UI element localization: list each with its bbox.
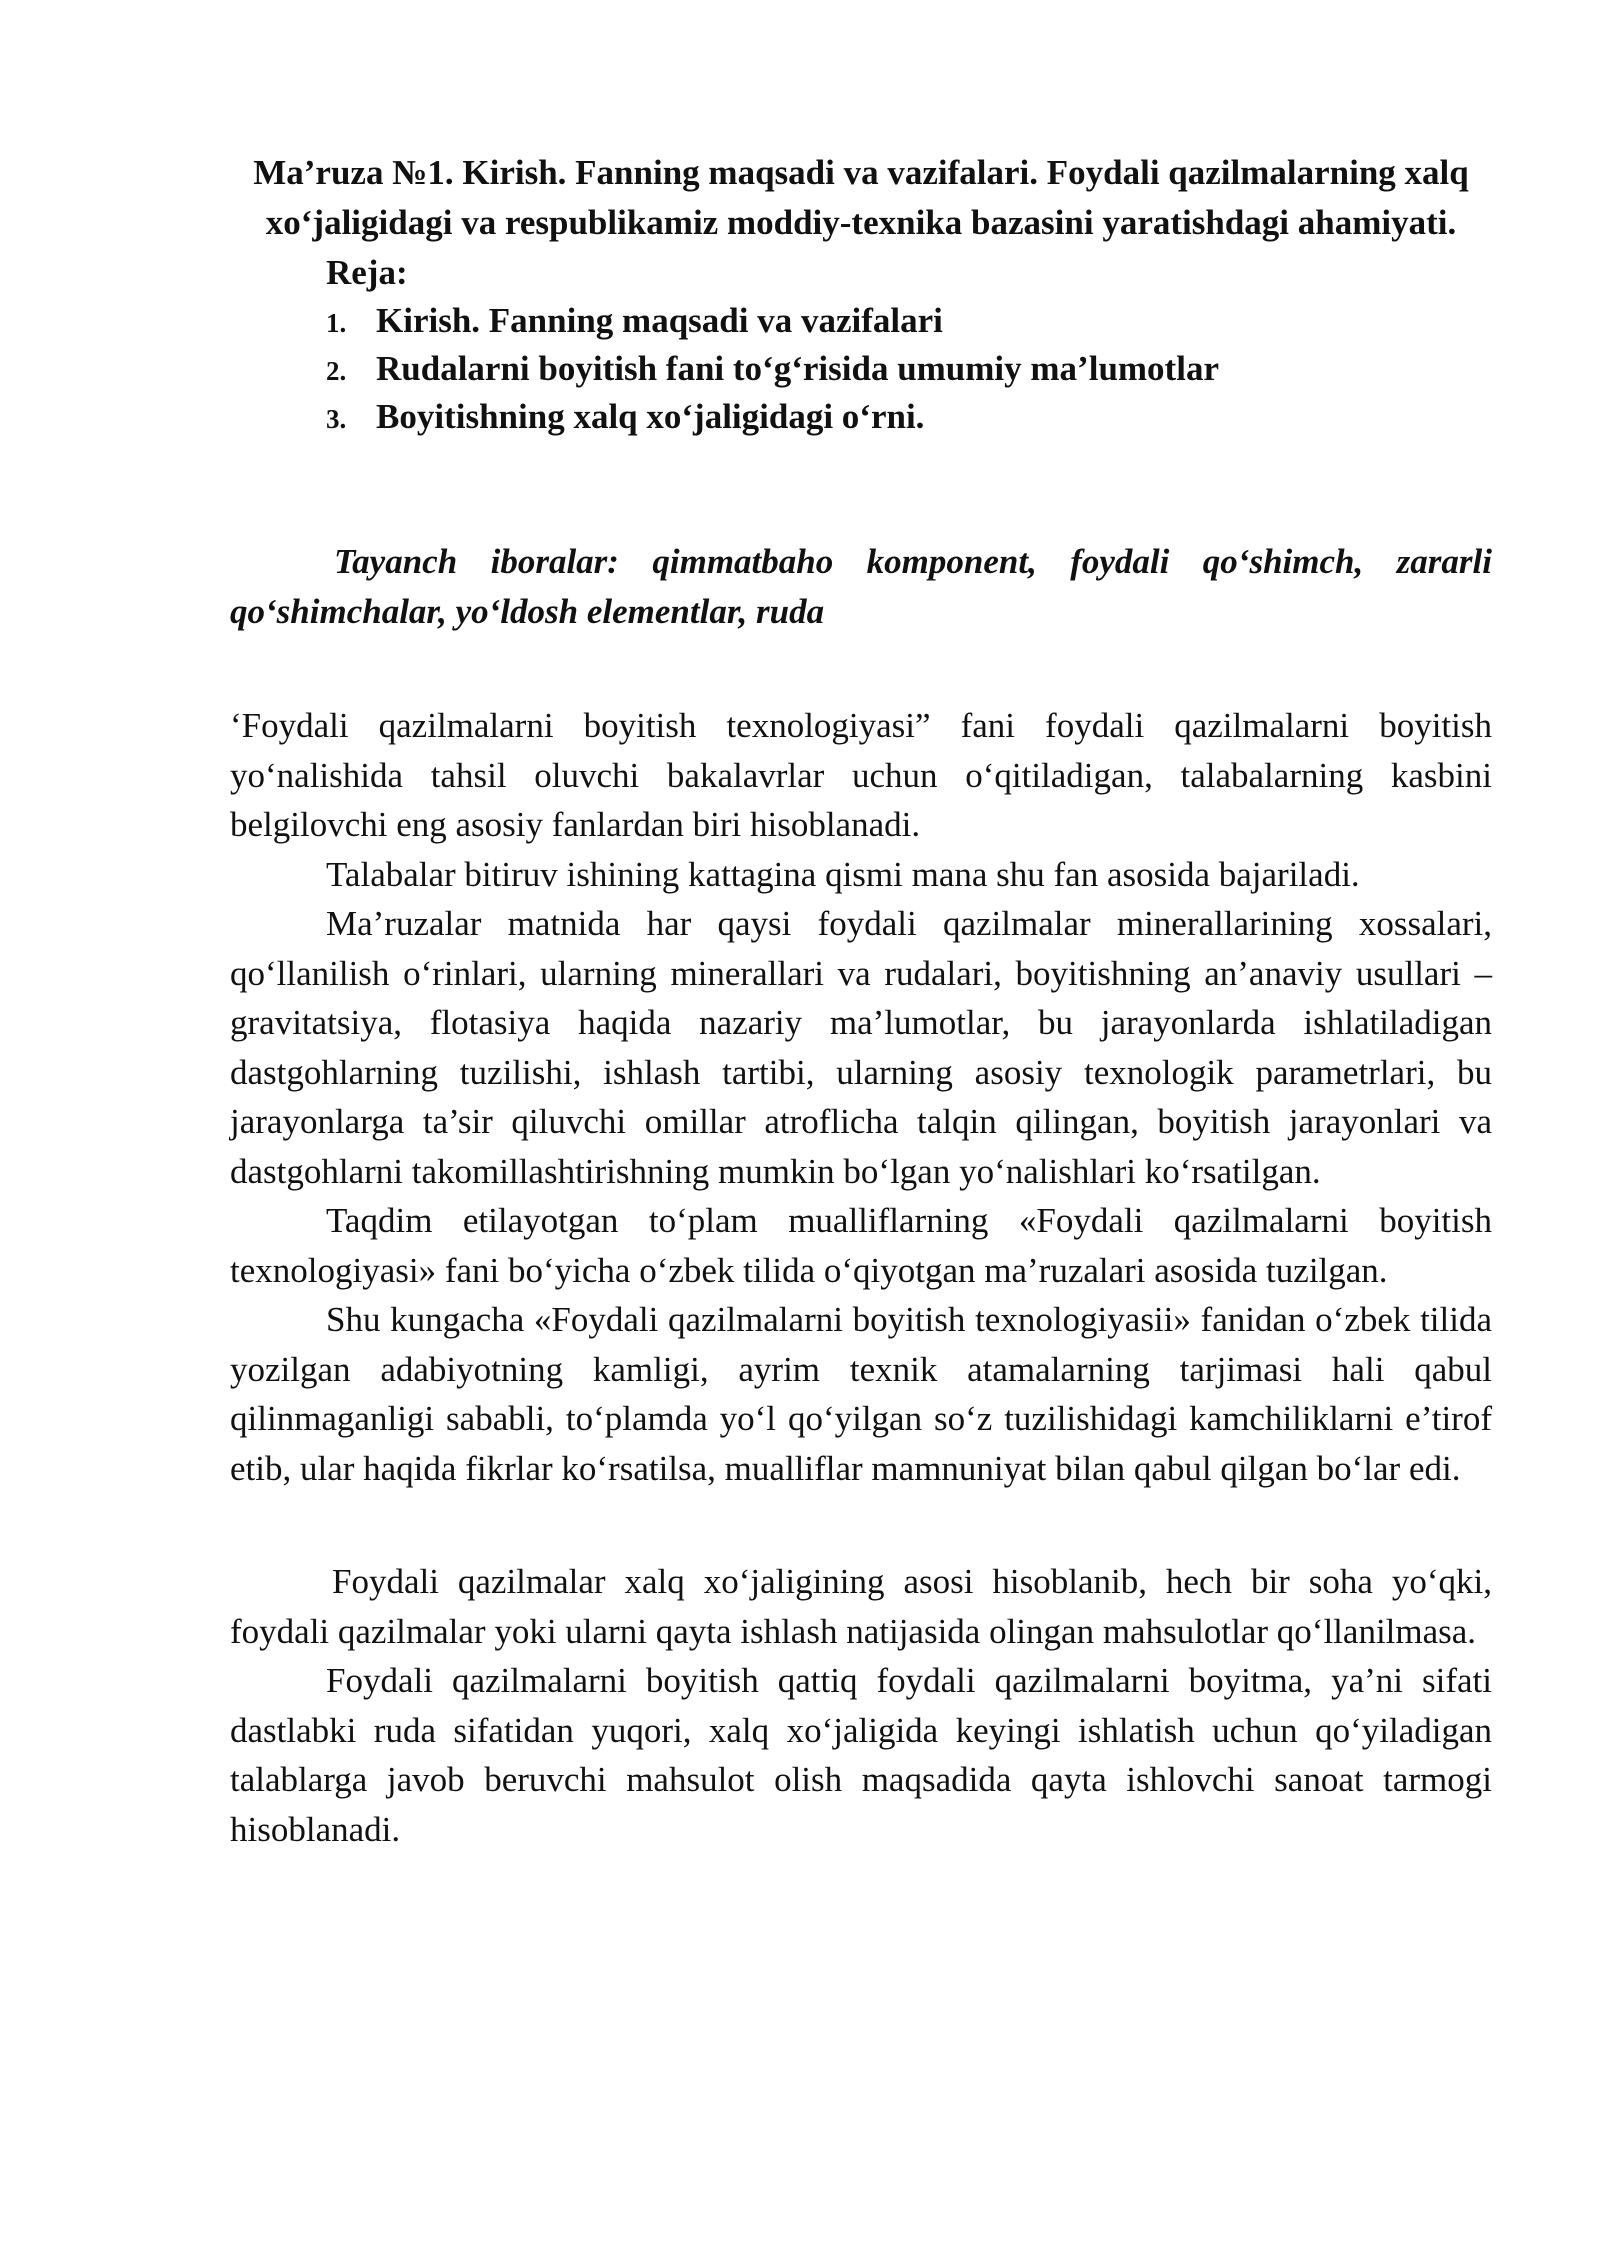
body-text: [230, 701, 1492, 1854]
body-paragraph: Shu kungacha «Foydali qazilmalarni boyitish texnologiyasii» fanidan o‘zbek tilida yozilgan adabiyotning kamligi, ayrim texnik atamalarning tarjimasi hali qabul qilinmaganligi sababli, to‘plamda yo‘l qo‘yilgan so‘z tuzilishidagi kamchiliklarni e’tirof etib, ular haqida fikrlar ko‘rsatilsa, mualliflar mamnuniyat bilan qabul qilgan bo‘lar edi.: [230, 1300, 1492, 1488]
body-paragraph: Foydali qazilmalar xalq xo‘jaligining asosi hisoblanib, hech bir soha yo‘qki, foydali qazilmalar yoki ularni qayta ishlash natijasida olingan mahsulotlar qo‘llanilmasa.: [230, 1562, 1492, 1651]
plan-item: [326, 346, 1492, 394]
plan-item: [326, 298, 1492, 346]
body-paragraph: ‘Foydali qazilmalarni boyitish texnologiyasi” fani foydali qazilmalarni boyitish yo‘nalishida tahsil oluvchi bakalavrlar uchun o‘qitiladigan, talabalarning kasbini belgilovchi eng asosiy fanlardan biri hisoblanadi.: [230, 706, 1492, 844]
body-paragraph: Talabalar bitiruv ishining kattagina qismi mana shu fan asosida bajariladi.: [326, 854, 1360, 894]
plan-item-number: 1.: [326, 308, 347, 338]
keywords-paragraph: Tayanch iboralar: qimmatbaho komponent, foydali qo‘shimch, zararli qo‘shimchalar, yo‘ldosh elementlar, ruda: [230, 542, 1492, 631]
plan-item-text: Rudalarni boyitish fani to‘g‘risida umumiy ma’lumotlar: [376, 349, 1219, 388]
plan-item: [326, 394, 1492, 442]
plan-item-text: Kirish. Fanning maqsadi va vazifalari: [376, 301, 943, 340]
plan-item-number: 2.: [326, 356, 347, 386]
body-paragraph: Ma’ruzalar matnida har qaysi foydali qazilmalar minerallarining xossalari, qo‘llanilish o‘rinlari, ularning minerallari va rudalari, boyitishning an’anaviy usullari – gravitatsiya, flotasiya haqida nazariy ma’lumotlar, bu jarayonlarda ishlatiladigan dastgohlarning tuzilishi, ishlash tartibi, ularning asosiy texnologik parametrlari, bu jarayonlarga ta’sir qiluvchi omillar atroflicha talqin qilingan, boyitish jarayonlari va dastgohlarni takomillashtirishning mumkin bo‘lgan yo‘nalishlari ko‘rsatilgan.: [230, 904, 1492, 1191]
plan-item-text: Boyitishning xalq xo‘jaligidagi o‘rni.: [376, 397, 925, 436]
body-paragraph: Taqdim etilayotgan to‘plam mualliflarning «Foydali qazilmalarni boyitish texnologiyasi» fani bo‘yicha o‘zbek tilida o‘qiyotgan ma’ruzalari asosida tuzilgan.: [230, 1201, 1492, 1290]
lecture-title: Ma’ruza №1. Kirish. Fanning maqsadi va vazifalari. Foydali qazilmalarning xalq xo‘jaligidagi va respublikamiz moddiy-texnika bazasini yaratishdagi ahamiyati.: [253, 153, 1469, 242]
body-paragraph: Foydali qazilmalarni boyitish qattiq foydali qazilmalarni boyitma, ya’ni sifati dastlabki ruda sifatidan yuqori, xalq xo‘jaligida keyingi ishlatish uchun qo‘yiladigan talablarga javob beruvchi mahsulot olish maqsadida qayta ishlovchi sanoat tarmogi hisoblanadi.: [230, 1661, 1492, 1849]
plan-heading: Reja:: [326, 253, 408, 292]
plan-item-number: 3.: [326, 404, 347, 434]
plan-list: [326, 298, 1492, 442]
